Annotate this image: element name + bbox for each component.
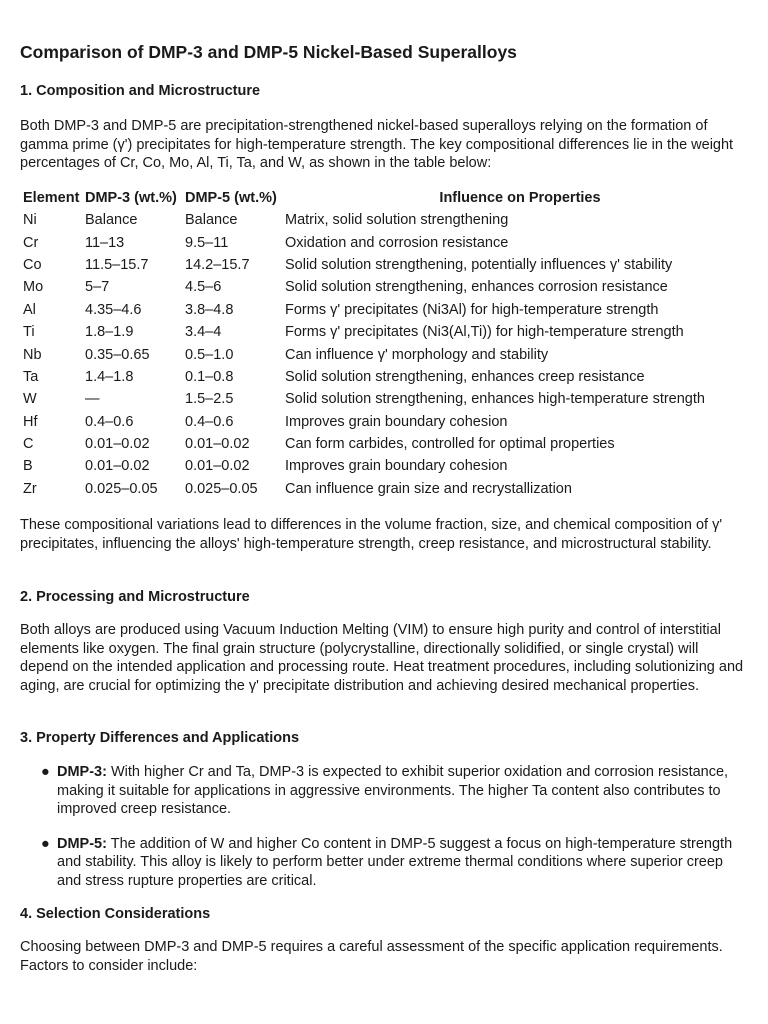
table-cell: Ta (23, 368, 39, 385)
section-1-heading: 1. Composition and Microstructure (20, 83, 261, 99)
table-cell: Can form carbides, controlled for optimal properties (285, 436, 615, 453)
table-header-cell: DMP-3 (wt.%) (85, 190, 177, 206)
table-cell: 0.4–0.6 (185, 413, 234, 430)
table-cell: 3.4–4 (185, 324, 222, 341)
table-cell: 5–7 (85, 279, 110, 296)
table-cell: Balance (85, 212, 138, 229)
table-row (20, 321, 755, 343)
table-cell: Cr (23, 234, 39, 251)
section-2-body: Both alloys are produced using Vacuum Induction Melting (VIM) to ensure high purity and control of interstitial elements like oxygen. The final grain structure (polycrystalline, directionally solidified, or single crystal) will depend on the intended application and processing route. Heat treatment procedures, including solutionizing and aging, are crucial for optimizing the γ' precipitate distribution and achieving desired mechanical properties. (20, 622, 744, 694)
section-1-outro: These compositional variations lead to differences in the volume fraction, size, and chemical composition of γ' precipitates, influencing the alloys' high-temperature strength, creep resistance, and microstructural stability. (20, 517, 723, 552)
list-item (41, 763, 748, 819)
table-cell: Ni (23, 212, 37, 229)
table-row (20, 254, 755, 276)
table-cell: 9.5–11 (185, 234, 229, 251)
table-row (20, 411, 755, 433)
table-cell: Solid solution strengthening, enhances high-temperature strength (285, 391, 705, 408)
table-row (20, 366, 755, 388)
table-cell: 1.4–1.8 (85, 368, 134, 385)
table-cell: Hf (23, 413, 38, 430)
table-row (20, 388, 755, 410)
table-cell: 0.1–0.8 (185, 368, 234, 385)
list-item-label: DMP-3: (57, 764, 107, 780)
table-body (20, 209, 755, 500)
table-cell: Improves grain boundary cohesion (285, 413, 508, 430)
page-title: Comparison of DMP-3 and DMP-5 Nickel-Based Superalloys (20, 42, 517, 62)
table-cell: 0.01–0.02 (185, 458, 250, 475)
table-header-cell: DMP-5 (wt.%) (185, 190, 277, 206)
table-row (20, 231, 755, 253)
table-cell: 1.5–2.5 (185, 391, 234, 408)
table-header-row (20, 187, 755, 209)
table-row (20, 343, 755, 365)
bullet-icon: ● (41, 764, 50, 780)
table-cell: 4.35–4.6 (85, 301, 142, 318)
section-4-heading: 4. Selection Considerations (20, 906, 211, 922)
list-item-label: DMP-5: (57, 835, 107, 852)
table-cell: Forms γ' precipitates (Ni3(Al,Ti)) for high-temperature strength (285, 324, 684, 341)
table-cell: Solid solution strengthening, potentially influences γ' stability (285, 256, 673, 273)
table-cell: Al (23, 301, 36, 318)
table-row (20, 478, 755, 500)
table-cell: 0.025–0.05 (185, 480, 258, 497)
table-header-cell: Influence on Properties (439, 190, 601, 206)
table-cell: Oxidation and corrosion resistance (285, 234, 509, 251)
section-3-heading: 3. Property Differences and Applications (20, 730, 300, 746)
table-cell: 0.01–0.02 (185, 436, 250, 453)
table-cell: C (23, 436, 34, 453)
section-2-heading: 2. Processing and Microstructure (20, 589, 250, 605)
list-item-text: With higher Cr and Ta, DMP-3 is expected to exhibit superior oxidation and corrosion resistance, making it suitable for applications in aggressive environments. The higher Ta content also contributes to improved creep resistance. (57, 764, 729, 817)
table-row (20, 209, 755, 231)
table-cell: 0.5–1.0 (185, 346, 234, 363)
table-cell: Zr (23, 480, 37, 497)
table-cell: 0.025–0.05 (85, 480, 158, 497)
table-cell: Solid solution strengthening, enhances creep resistance (285, 368, 645, 385)
table-cell: B (23, 458, 33, 475)
table-header-cell: Element (23, 190, 80, 206)
table-cell: Solid solution strengthening, enhances corrosion resistance (285, 279, 668, 296)
table-cell: Mo (23, 279, 44, 296)
table-cell: Nb (23, 346, 42, 363)
list-item-text: The addition of W and higher Co content in DMP-5 suggest a focus on high-temperature strength and stability. This alloy is likely to perform better under extreme thermal conditions where superior creep and stress rupture properties are critical. (57, 835, 733, 889)
table-cell: 0.01–0.02 (85, 458, 150, 475)
table-cell: — (85, 391, 100, 408)
property-differences-list (20, 763, 748, 890)
table-cell: Co (23, 256, 42, 273)
table-cell: Matrix, solid solution strengthening (285, 212, 509, 229)
section-1-intro: Both DMP-3 and DMP-5 are precipitation-strengthened nickel-based superalloys relying on the formation of gamma prime (γ') precipitates for high-temperature strength. The key compositional differences lie in the weight percentages of Cr, Co, Mo, Al, Ti, Ta, and W, as shown in the table below: (20, 118, 734, 171)
table-cell: Can influence γ' morphology and stability (285, 346, 549, 363)
table-row (20, 455, 755, 477)
table-cell: Improves grain boundary cohesion (285, 458, 508, 475)
table-cell: 1.8–1.9 (85, 324, 134, 341)
table-cell: 11–13 (85, 234, 125, 251)
table-cell: Forms γ' precipitates (Ni3Al) for high-temperature strength (285, 301, 659, 318)
table-cell: 14.2–15.7 (185, 256, 250, 273)
list-item (41, 835, 748, 891)
table-cell: Balance (185, 212, 238, 229)
table-cell: 0.4–0.6 (85, 413, 134, 430)
bullet-icon: ● (41, 835, 50, 852)
table-row (20, 433, 755, 455)
table-cell: W (23, 391, 37, 408)
table-row (20, 276, 755, 298)
table-cell: Ti (23, 324, 35, 341)
table-cell: Can influence grain size and recrystallization (285, 480, 572, 497)
composition-table (20, 187, 755, 500)
table-cell: 0.35–0.65 (85, 346, 150, 363)
table-cell: 0.01–0.02 (85, 436, 150, 453)
table-cell: 4.5–6 (185, 279, 222, 296)
section-4-body: Choosing between DMP-3 and DMP-5 requires a careful assessment of the specific application requirements. Factors to consider include: (20, 939, 723, 974)
table-cell: 11.5–15.7 (85, 256, 149, 273)
table-row (20, 299, 755, 321)
table-cell: 3.8–4.8 (185, 301, 234, 318)
